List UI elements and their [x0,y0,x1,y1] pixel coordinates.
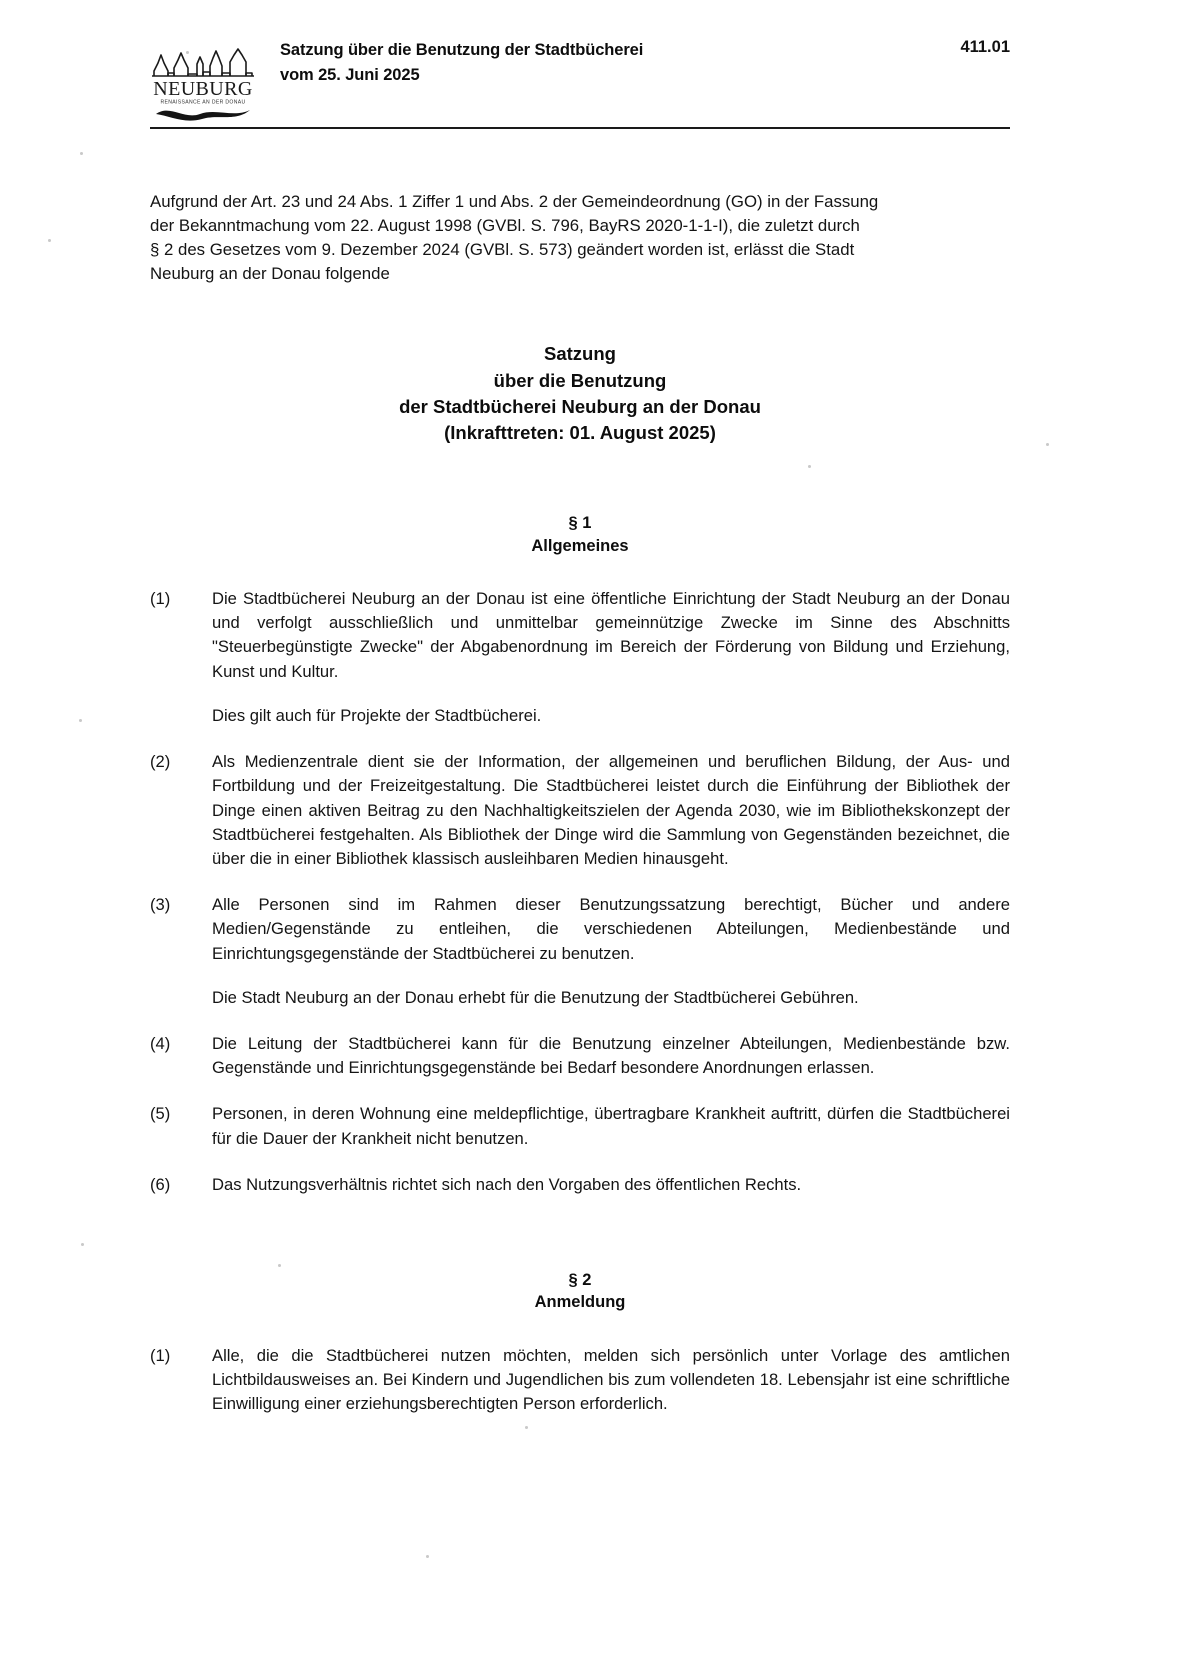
section-name-2: Anmeldung [534,1293,626,1312]
paragraph-number: (2) [150,752,171,772]
section-heading-1 [150,512,1010,557]
preamble-line-1: Aufgrund der Art. 23 und 24 Abs. 1 Ziffer 1 und Abs. 2 der Gemeindeordnung (GO) in der Fassung [150,192,879,211]
paragraph [150,1102,1010,1150]
paragraph [150,986,1010,1010]
paragraph-text: Als Medienzentrale dient sie der Information, der allgemeinen und beruflichen Bildung, der Aus- und Fortbildung und der Freizeitgestaltung. Die Stadtbücherei leistet durch die Einführung der Bibliothek der Dinge einen aktiven Beitrag zu den Nachhaltigkeitszielen der Agenda 2030, wie im Bibliothekskonzept der Stadtbücherei festgehalten. Als Bibliothek der Dinge wird die Sammlung von Gegenständen bezeichnet, die über die in einer Bibliothek klassisch ausleihbaren Medien hinausgeht. [212,752,1010,868]
document-title-line-2: über die Benutzung [493,369,667,391]
paragraph-text: Die Stadtbücherei Neuburg an der Donau ist eine öffentliche Einrichtung der Stadt Neuburg an der Donau und verfolgt ausschließlich und unmittelbar gemeinnützige Zwecke im Sinne des Abschnitts "Steuerbegünstigte Zwecke" der Abgabenordnung im Bereich der Förderung von Bildung und Erziehung, Kunst und Kultur. [212,588,1010,681]
paragraph-text: Alle, die die Stadtbücherei nutzen möchten, melden sich persönlich unter Vorlage des amtlichen Lichtbildausweises an. Bei Kindern und Jugendlichen bis zum vollendeten 18. Lebensjahr ist eine schriftliche Einwilligung einer erziehungsberechtigten Person erforderlich. [212,1345,1010,1414]
paragraph-text: Die Stadt Neuburg an der Donau erhebt für die Benutzung der Stadtbücherei Gebühren. [212,987,859,1007]
paragraph-number: (5) [150,1104,171,1124]
preamble-line-2: der Bekanntmachung vom 22. August 1998 (GVBl. S. 796, BayRS 2020-1-1-I), die zuletzt durch [150,215,860,235]
document-title-line-4: (Inkrafttreten: 01. August 2025) [444,422,716,444]
paragraph-number: (6) [150,1174,171,1194]
paragraph-number: (1) [150,588,171,608]
section-heading-2 [150,1269,1010,1314]
document-code: 411.01 [960,38,1010,56]
paragraph [150,1173,1010,1197]
document-body [150,190,1010,1416]
paragraph-number: (3) [150,895,171,915]
preamble-line-3: § 2 des Gesetzes vom 9. Dezember 2024 (GVBl. S. 573) geändert worden ist, erlässt die Stadt [150,239,855,259]
svg-text:RENAISSANCE AN DER DONAU: RENAISSANCE AN DER DONAU [160,99,246,106]
paragraph [150,587,1010,684]
section-number-2: § 2 [568,1271,592,1290]
document-title-line-1: Satzung [544,343,616,365]
header-divider [150,127,1010,129]
paragraph [150,750,1010,871]
paragraph-number: (1) [150,1345,171,1365]
paragraph-text: Personen, in deren Wohnung eine meldepflichtige, übertragbare Krankheit auftritt, dürfen die Stadtbücherei für die Dauer der Krankheit nicht benutzen. [212,1104,1010,1148]
section-number-1: § 1 [568,514,592,533]
header-title-line-1: Satzung über die Benutzung der Stadtbücherei [280,41,644,59]
paragraph-text: Das Nutzungsverhältnis richtet sich nach den Vorgaben des öffentlichen Rechts. [212,1174,802,1194]
header-title [258,38,950,88]
neuburg-city-logo [150,42,258,122]
preamble-line-4: Neuburg an der Donau folgende [150,263,390,283]
document-title [150,341,1010,446]
document-title-line-3: der Stadtbücherei Neuburg an der Donau [399,395,761,417]
paragraph-text: Alle Personen sind im Rahmen dieser Benutzungssatzung berechtigt, Bücher und andere Medien/Gegenstände zu entleihen, die verschiedenen Abteilungen, Medienbestände und Einrichtungsgegenstände der Stadtbücherei zu benutzen. [212,895,1010,963]
paragraph [150,1032,1010,1080]
paragraph [150,1344,1010,1417]
svg-text:NEUBURG: NEUBURG [153,78,253,100]
preamble [150,190,1010,285]
header-title-line-2: vom 25. Juni 2025 [280,65,420,84]
section-name-1: Allgemeines [531,536,629,555]
paragraph [150,893,1010,966]
paragraph-text: Die Leitung der Stadtbücherei kann für die Benutzung einzelner Abteilungen, Medienbestände bzw. Gegenstände und Einrichtungsgegenstände bei Bedarf besondere Anordnungen erlassen. [212,1034,1010,1078]
paragraph-text: Dies gilt auch für Projekte der Stadtbücherei. [212,705,542,725]
document-header [150,38,1010,122]
paragraph [150,704,1010,728]
paragraph-number: (4) [150,1034,171,1054]
